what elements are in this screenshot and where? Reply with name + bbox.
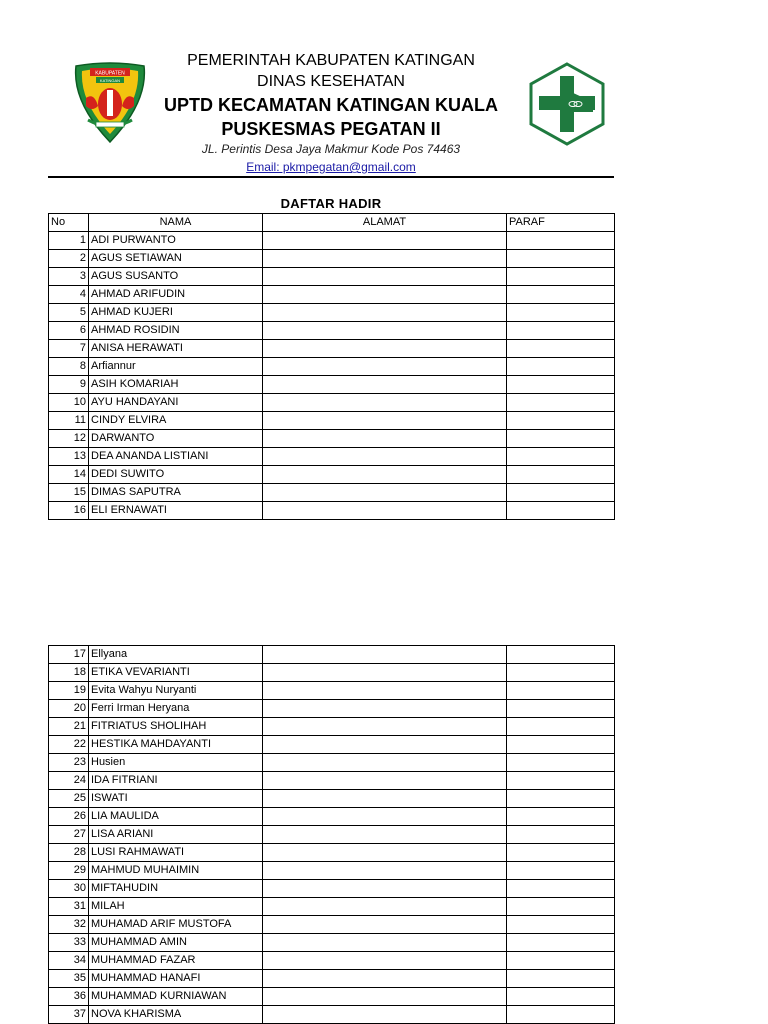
table-row: [49, 646, 615, 664]
logo-text-top: KABUPATEN: [95, 70, 125, 77]
row-number: 37: [49, 1006, 89, 1024]
row-paraf-cell[interactable]: [507, 790, 615, 808]
table-row: [49, 682, 615, 700]
table-row: [49, 880, 615, 898]
column-header-alamat: ALAMAT: [263, 214, 507, 232]
row-alamat-cell[interactable]: [263, 754, 507, 772]
table-row: [49, 448, 615, 466]
column-header-no: No: [49, 214, 89, 232]
table-row: [49, 988, 615, 1006]
row-nama: MUHAMMAD FAZAR: [89, 952, 263, 970]
table-row: [49, 304, 615, 322]
column-header-paraf: PARAF: [507, 214, 615, 232]
row-alamat-cell[interactable]: [263, 268, 507, 286]
row-alamat-cell[interactable]: [263, 358, 507, 376]
row-number: 9: [49, 376, 89, 394]
table-row: [49, 916, 615, 934]
row-nama: ISWATI: [89, 790, 263, 808]
row-paraf-cell[interactable]: [507, 898, 615, 916]
row-number: 20: [49, 700, 89, 718]
table-row: [49, 754, 615, 772]
row-number: 26: [49, 808, 89, 826]
table-row: [49, 952, 615, 970]
row-alamat-cell[interactable]: [263, 934, 507, 952]
row-nama: ETIKA VEVARIANTI: [89, 664, 263, 682]
row-alamat-cell[interactable]: [263, 880, 507, 898]
row-number: 13: [49, 448, 89, 466]
row-alamat-cell[interactable]: [263, 466, 507, 484]
table-row: [49, 268, 615, 286]
row-alamat-cell[interactable]: [263, 808, 507, 826]
row-nama: AGUS SETIAWAN: [89, 250, 263, 268]
row-paraf-cell[interactable]: [507, 988, 615, 1006]
row-nama: DIMAS SAPUTRA: [89, 484, 263, 502]
row-alamat-cell[interactable]: [263, 304, 507, 322]
row-number: 7: [49, 340, 89, 358]
table-row: [49, 394, 615, 412]
row-nama: AHMAD ROSIDIN: [89, 322, 263, 340]
table-row: [49, 466, 615, 484]
row-alamat-cell[interactable]: [263, 718, 507, 736]
header-address: JL. Perintis Desa Jaya Makmur Kode Pos 74463: [201, 142, 461, 156]
row-paraf-cell[interactable]: [507, 376, 615, 394]
table-row: [49, 898, 615, 916]
row-paraf-cell[interactable]: [507, 1006, 615, 1024]
table-row: [49, 790, 615, 808]
row-paraf-cell[interactable]: [507, 232, 615, 250]
table-header-row: [49, 214, 615, 232]
row-alamat-cell[interactable]: [263, 448, 507, 466]
row-nama: Husien: [89, 754, 263, 772]
row-number: 31: [49, 898, 89, 916]
header-divider: [48, 176, 614, 178]
row-alamat-cell[interactable]: [263, 322, 507, 340]
row-paraf-cell[interactable]: [507, 646, 615, 664]
row-alamat-cell[interactable]: [263, 664, 507, 682]
row-nama: LUSI RAHMAWATI: [89, 844, 263, 862]
table-row: [49, 358, 615, 376]
row-nama: MIFTAHUDIN: [89, 880, 263, 898]
row-alamat-cell[interactable]: [263, 250, 507, 268]
header-line-dinas: DINAS KESEHATAN: [257, 73, 405, 90]
row-number: 33: [49, 934, 89, 952]
row-number: 23: [49, 754, 89, 772]
row-number: 4: [49, 286, 89, 304]
row-number: 18: [49, 664, 89, 682]
row-nama: DEA ANANDA LISTIANI: [89, 448, 263, 466]
row-number: 24: [49, 772, 89, 790]
table-row: [49, 340, 615, 358]
table-row: [49, 862, 615, 880]
row-nama: AHMAD KUJERI: [89, 304, 263, 322]
row-paraf-cell[interactable]: [507, 862, 615, 880]
row-alamat-cell[interactable]: [263, 484, 507, 502]
table-row: [49, 250, 615, 268]
header-line-puskesmas: PUSKESMAS PEGATAN II: [221, 119, 441, 139]
row-paraf-cell[interactable]: [507, 736, 615, 754]
row-nama: ELI ERNAWATI: [89, 502, 263, 520]
row-paraf-cell[interactable]: [507, 358, 615, 376]
row-number: 14: [49, 466, 89, 484]
row-number: 30: [49, 880, 89, 898]
row-paraf-cell[interactable]: [507, 826, 615, 844]
row-alamat-cell[interactable]: [263, 700, 507, 718]
row-alamat-cell[interactable]: [263, 826, 507, 844]
row-alamat-cell[interactable]: [263, 862, 507, 880]
row-paraf-cell[interactable]: [507, 250, 615, 268]
row-alamat-cell[interactable]: [263, 394, 507, 412]
row-paraf-cell[interactable]: [507, 880, 615, 898]
header-line-pemerintah: PEMERINTAH KABUPATEN KATINGAN: [187, 52, 475, 69]
row-paraf-cell[interactable]: [507, 448, 615, 466]
header-email-link[interactable]: Email: pkmpegatan@gmail.com: [246, 160, 416, 174]
sheet-title: DAFTAR HADIR: [280, 196, 382, 211]
row-number: 17: [49, 646, 89, 664]
row-paraf-cell[interactable]: [507, 808, 615, 826]
row-alamat-cell[interactable]: [263, 412, 507, 430]
row-alamat-cell[interactable]: [263, 844, 507, 862]
row-number: 16: [49, 502, 89, 520]
row-alamat-cell[interactable]: [263, 286, 507, 304]
row-paraf-cell[interactable]: [507, 268, 615, 286]
row-alamat-cell[interactable]: [263, 340, 507, 358]
row-nama: IDA FITRIANI: [89, 772, 263, 790]
row-paraf-cell[interactable]: [507, 700, 615, 718]
row-nama: ADI PURWANTO: [89, 232, 263, 250]
table-row: [49, 502, 615, 520]
row-nama: MUHAMAD ARIF MUSTOFA: [89, 916, 263, 934]
row-alamat-cell[interactable]: [263, 646, 507, 664]
row-number: 11: [49, 412, 89, 430]
row-nama: Arfiannur: [89, 358, 263, 376]
row-paraf-cell[interactable]: [507, 430, 615, 448]
row-number: 32: [49, 916, 89, 934]
row-paraf-cell[interactable]: [507, 664, 615, 682]
row-nama: MUHAMMAD HANAFI: [89, 970, 263, 988]
row-nama: NOVA KHARISMA: [89, 1006, 263, 1024]
row-paraf-cell[interactable]: [507, 412, 615, 430]
table-row: [49, 700, 615, 718]
row-number: 10: [49, 394, 89, 412]
row-paraf-cell[interactable]: [507, 394, 615, 412]
row-number: 29: [49, 862, 89, 880]
row-paraf-cell[interactable]: [507, 502, 615, 520]
row-alamat-cell[interactable]: [263, 898, 507, 916]
row-number: 22: [49, 736, 89, 754]
row-number: 8: [49, 358, 89, 376]
row-nama: Ellyana: [89, 646, 263, 664]
table-row: [49, 970, 615, 988]
row-alamat-cell[interactable]: [263, 736, 507, 754]
row-paraf-cell[interactable]: [507, 682, 615, 700]
row-number: 3: [49, 268, 89, 286]
table-row: [49, 826, 615, 844]
attendance-table-part-1: [48, 213, 615, 520]
column-header-nama: NAMA: [89, 214, 263, 232]
table-row: [49, 286, 615, 304]
table-row: [49, 322, 615, 340]
row-number: 1: [49, 232, 89, 250]
table-row: [49, 376, 615, 394]
row-nama: MILAH: [89, 898, 263, 916]
row-paraf-cell[interactable]: [507, 934, 615, 952]
row-paraf-cell[interactable]: [507, 484, 615, 502]
row-number: 2: [49, 250, 89, 268]
table-row: [49, 934, 615, 952]
row-alamat-cell[interactable]: [263, 772, 507, 790]
row-alamat-cell[interactable]: [263, 682, 507, 700]
row-nama: LISA ARIANI: [89, 826, 263, 844]
table-row: [49, 232, 615, 250]
row-number: 6: [49, 322, 89, 340]
row-nama: MAHMUD MUHAIMIN: [89, 862, 263, 880]
table-row: [49, 484, 615, 502]
row-number: 15: [49, 484, 89, 502]
row-paraf-cell[interactable]: [507, 844, 615, 862]
row-paraf-cell[interactable]: [507, 970, 615, 988]
table-row: [49, 430, 615, 448]
row-paraf-cell[interactable]: [507, 304, 615, 322]
row-nama: ANISA HERAWATI: [89, 340, 263, 358]
row-nama: AGUS SUSANTO: [89, 268, 263, 286]
row-nama: ASIH KOMARIAH: [89, 376, 263, 394]
row-alamat-cell[interactable]: [263, 970, 507, 988]
row-number: 12: [49, 430, 89, 448]
logo-text-sub: KATINGAN: [99, 78, 121, 83]
row-number: 34: [49, 952, 89, 970]
row-paraf-cell[interactable]: [507, 772, 615, 790]
row-paraf-cell[interactable]: [507, 322, 615, 340]
row-paraf-cell[interactable]: [507, 952, 615, 970]
row-number: 27: [49, 826, 89, 844]
row-nama: DEDI SUWITO: [89, 466, 263, 484]
row-nama: Evita Wahyu Nuryanti: [89, 682, 263, 700]
table-row: [49, 736, 615, 754]
table-row: [49, 412, 615, 430]
row-nama: AHMAD ARIFUDIN: [89, 286, 263, 304]
row-number: 36: [49, 988, 89, 1006]
row-paraf-cell[interactable]: [507, 754, 615, 772]
row-alamat-cell[interactable]: [263, 790, 507, 808]
table-row: [49, 1006, 615, 1024]
row-number: 28: [49, 844, 89, 862]
attendance-table-part-2: [48, 645, 615, 1024]
row-nama: MUHAMMAD AMIN: [89, 934, 263, 952]
table-row: [49, 664, 615, 682]
row-nama: HESTIKA MAHDAYANTI: [89, 736, 263, 754]
header-line-uptd: UPTD KECAMATAN KATINGAN KUALA: [164, 95, 498, 115]
row-nama: MUHAMMAD KURNIAWAN: [89, 988, 263, 1006]
row-alamat-cell[interactable]: [263, 952, 507, 970]
row-nama: DARWANTO: [89, 430, 263, 448]
row-alamat-cell[interactable]: [263, 988, 507, 1006]
row-nama: CINDY ELVIRA: [89, 412, 263, 430]
row-alamat-cell[interactable]: [263, 232, 507, 250]
row-number: 19: [49, 682, 89, 700]
table-row: [49, 772, 615, 790]
table-row: [49, 844, 615, 862]
row-number: 5: [49, 304, 89, 322]
row-alamat-cell[interactable]: [263, 376, 507, 394]
table-row: [49, 718, 615, 736]
row-alamat-cell[interactable]: [263, 1006, 507, 1024]
row-alamat-cell[interactable]: [263, 916, 507, 934]
row-paraf-cell[interactable]: [507, 916, 615, 934]
row-number: 21: [49, 718, 89, 736]
row-nama: LIA MAULIDA: [89, 808, 263, 826]
row-nama: AYU HANDAYANI: [89, 394, 263, 412]
table-row: [49, 808, 615, 826]
row-number: 35: [49, 970, 89, 988]
row-alamat-cell[interactable]: [263, 430, 507, 448]
row-alamat-cell[interactable]: [263, 502, 507, 520]
row-nama: Ferri Irman Heryana: [89, 700, 263, 718]
row-paraf-cell[interactable]: [507, 286, 615, 304]
row-paraf-cell[interactable]: [507, 340, 615, 358]
row-paraf-cell[interactable]: [507, 718, 615, 736]
row-number: 25: [49, 790, 89, 808]
row-paraf-cell[interactable]: [507, 466, 615, 484]
row-nama: FITRIATUS SHOLIHAH: [89, 718, 263, 736]
